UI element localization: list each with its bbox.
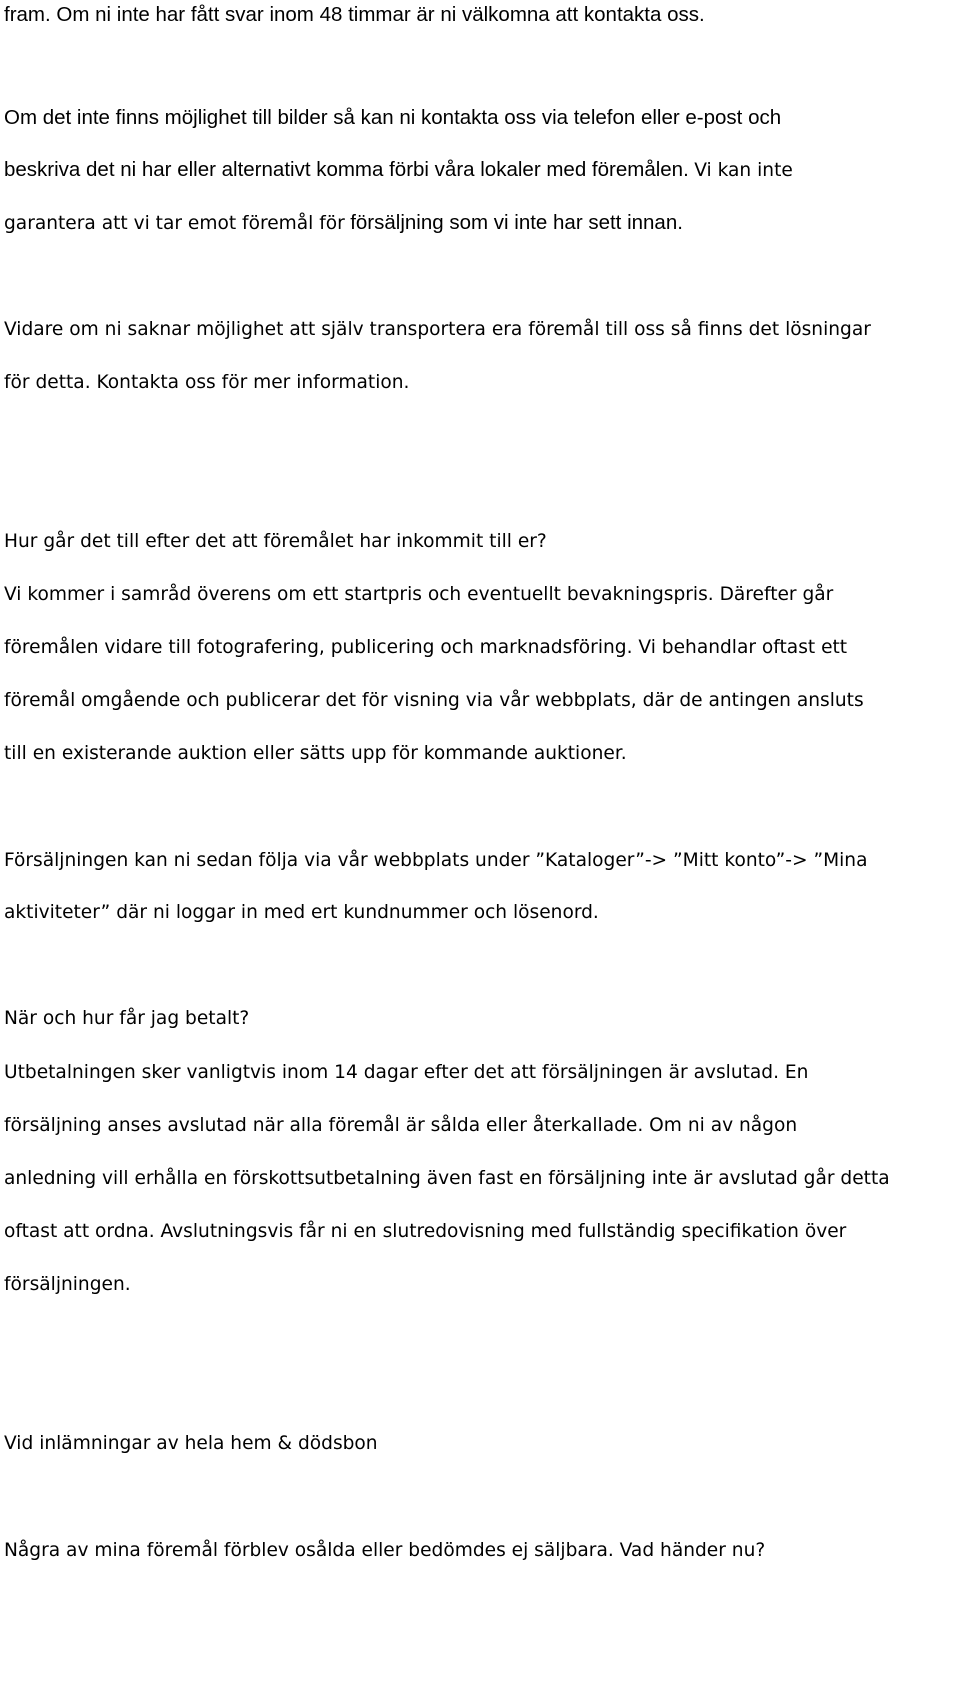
text-line: föremålen vidare till fotografering, publicering och marknadsföring. Vi behandlar oftast ett bbox=[4, 637, 848, 658]
section-heading: När och hur får jag betalt? bbox=[4, 1008, 250, 1029]
text-line-mixed bbox=[4, 210, 683, 237]
text-line: Vi kommer i samråd överens om ett startpris och eventuellt bevakningspris. Därefter går bbox=[4, 584, 834, 605]
text-line: för detta. Kontakta oss för mer information. bbox=[4, 372, 410, 393]
text-line: föremål omgående och publicerar det för visning via vår webbplats, där de antingen ansluts bbox=[4, 690, 864, 711]
text-line-mixed bbox=[4, 157, 793, 184]
text-line: aktiviteter” där ni loggar in med ert kundnummer och lösenord. bbox=[4, 902, 599, 923]
section-heading: Några av mina föremål förblev osålda eller bedömdes ej säljbara. Vad händer nu? bbox=[4, 1540, 766, 1561]
text-line: Utbetalningen sker vanligtvis inom 14 dagar efter det att försäljningen är avslutad. En bbox=[4, 1062, 809, 1083]
text-span: Vi kan inte bbox=[694, 160, 793, 181]
text-line: försäljning anses avslutad när alla föremål är sålda eller återkallade. Om ni av någon bbox=[4, 1115, 798, 1136]
text-line: Vidare om ni saknar möjlighet att själv transportera era föremål till oss så finns det lösningar bbox=[4, 319, 871, 340]
text-line: till en existerande auktion eller sätts upp för kommande auktioner. bbox=[4, 743, 627, 764]
text-span: garantera att vi tar emot föremål för bbox=[4, 213, 345, 234]
text-line: anledning vill erhålla en förskottsutbetalning även fast en försäljning inte är avslutad går detta bbox=[4, 1168, 890, 1189]
text-line: oftast att ordna. Avslutningsvis får ni en slutredovisning med fullständig specifikation över bbox=[4, 1221, 847, 1242]
text-line: fram. Om ni inte har fått svar inom 48 timmar är ni välkomna att kontakta oss. bbox=[4, 3, 705, 26]
text-line: Om det inte finns möjlighet till bilder så kan ni kontakta oss via telefon eller e-post och bbox=[4, 106, 782, 129]
text-line: Försäljningen kan ni sedan följa via vår webbplats under ”Kataloger”-> ”Mitt konto”-> ”Mina bbox=[4, 850, 868, 871]
section-heading: Hur går det till efter det att föremålet har inkommit till er? bbox=[4, 531, 547, 552]
section-heading: Vid inlämningar av hela hem & dödsbon bbox=[4, 1433, 378, 1454]
text-span: beskriva det ni har eller alternativt komma förbi våra lokaler med föremålen. bbox=[4, 158, 689, 181]
text-line: försäljningen. bbox=[4, 1274, 131, 1295]
text-span: försäljning som vi inte har sett innan. bbox=[350, 211, 683, 234]
